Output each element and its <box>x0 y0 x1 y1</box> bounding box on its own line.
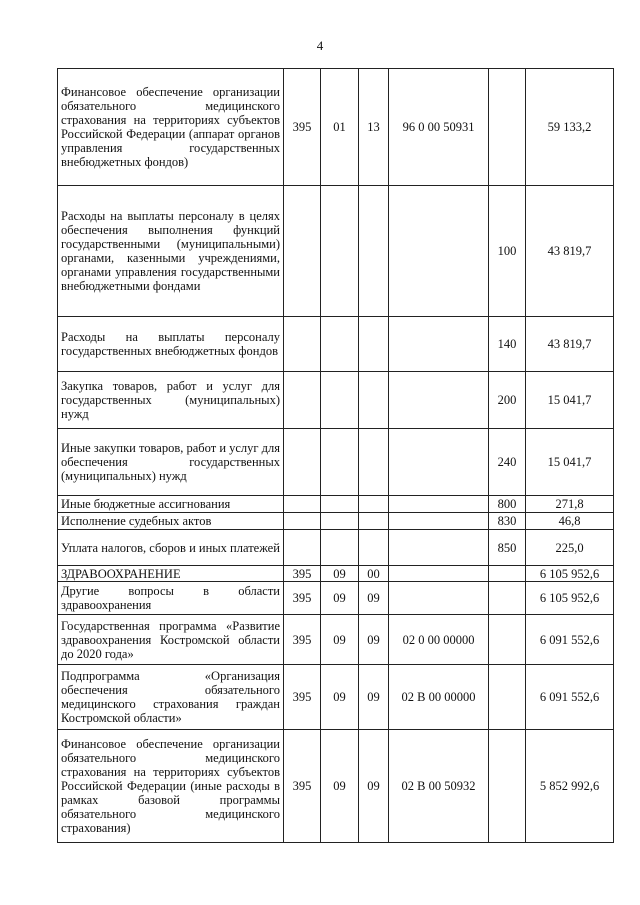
table-row <box>58 582 614 615</box>
row-csr: 02 0 00 00000 <box>389 615 489 665</box>
row-csr: 96 0 00 50931 <box>389 69 489 186</box>
page-number: 4 <box>316 38 324 53</box>
table-row <box>58 513 614 530</box>
row-csr: 02 В 00 50932 <box>389 730 489 843</box>
row-gr <box>284 317 321 372</box>
row-vr: 100 <box>489 186 526 317</box>
row-rz: 09 <box>321 730 359 843</box>
row-sum: 6 105 952,6 <box>526 566 614 582</box>
row-rz <box>321 496 359 513</box>
row-vr <box>489 69 526 186</box>
row-vr <box>489 730 526 843</box>
row-csr <box>389 530 489 566</box>
row-sum: 225,0 <box>526 530 614 566</box>
row-pr <box>359 429 389 496</box>
row-vr <box>489 582 526 615</box>
row-vr <box>489 665 526 730</box>
row-rz: 09 <box>321 665 359 730</box>
table-body <box>58 69 614 843</box>
row-pr: 09 <box>359 582 389 615</box>
row-sum: 43 819,7 <box>526 317 614 372</box>
row-pr: 13 <box>359 69 389 186</box>
row-rz <box>321 372 359 429</box>
row-gr <box>284 372 321 429</box>
row-name: Уплата налогов, сборов и иных платежей <box>58 530 284 566</box>
row-gr <box>284 513 321 530</box>
row-pr <box>359 186 389 317</box>
row-name: Другие вопросы в области здравоохранения <box>58 582 284 615</box>
row-csr <box>389 429 489 496</box>
row-vr: 200 <box>489 372 526 429</box>
row-gr: 395 <box>284 582 321 615</box>
table-row <box>58 530 614 566</box>
row-name: ЗДРАВООХРАНЕНИЕ <box>58 566 284 582</box>
row-vr: 800 <box>489 496 526 513</box>
row-rz: 09 <box>321 582 359 615</box>
row-rz <box>321 429 359 496</box>
row-csr <box>389 372 489 429</box>
row-csr: 02 В 00 00000 <box>389 665 489 730</box>
row-sum: 59 133,2 <box>526 69 614 186</box>
row-pr: 00 <box>359 566 389 582</box>
row-gr <box>284 429 321 496</box>
row-vr: 850 <box>489 530 526 566</box>
row-vr: 830 <box>489 513 526 530</box>
row-name: Расходы на выплаты персоналу в целях обеспечения выполнения функций государственными (муниципальными) органами, казенными учреждениями, органами управления государственными внебюджетными фондами <box>58 186 284 317</box>
row-sum: 6 105 952,6 <box>526 582 614 615</box>
table-row <box>58 429 614 496</box>
row-name: Иные закупки товаров, работ и услуг для обеспечения государственных (муниципальных) нужд <box>58 429 284 496</box>
row-gr: 395 <box>284 566 321 582</box>
row-pr: 09 <box>359 730 389 843</box>
row-vr <box>489 615 526 665</box>
row-vr: 140 <box>489 317 526 372</box>
row-name: Подпрограмма «Организация обеспечения обязательного медицинского страхования граждан Костромской области» <box>58 665 284 730</box>
table-row <box>58 665 614 730</box>
row-name: Финансовое обеспечение организации обязательного медицинского страхования на территориях субъектов Российской Федерации (иные расходы в рамках базовой программы обязательного медицинского страхования) <box>58 730 284 843</box>
row-rz: 09 <box>321 615 359 665</box>
row-name: Государственная программа «Развитие здравоохранения Костромской области до 2020 года» <box>58 615 284 665</box>
row-sum: 15 041,7 <box>526 429 614 496</box>
row-sum: 15 041,7 <box>526 372 614 429</box>
row-csr <box>389 186 489 317</box>
row-name: Расходы на выплаты персоналу государственных внебюджетных фондов <box>58 317 284 372</box>
row-pr: 09 <box>359 665 389 730</box>
row-gr: 395 <box>284 665 321 730</box>
row-sum: 46,8 <box>526 513 614 530</box>
row-gr: 395 <box>284 69 321 186</box>
table-row <box>58 317 614 372</box>
row-pr <box>359 530 389 566</box>
row-csr <box>389 566 489 582</box>
row-name: Закупка товаров, работ и услуг для государственных (муниципальных) нужд <box>58 372 284 429</box>
row-sum: 271,8 <box>526 496 614 513</box>
table-row <box>58 372 614 429</box>
row-rz: 09 <box>321 566 359 582</box>
row-gr <box>284 186 321 317</box>
row-gr: 395 <box>284 615 321 665</box>
row-csr <box>389 496 489 513</box>
table-row <box>58 615 614 665</box>
row-gr: 395 <box>284 730 321 843</box>
table-row <box>58 186 614 317</box>
row-csr <box>389 317 489 372</box>
row-rz <box>321 186 359 317</box>
row-rz <box>321 317 359 372</box>
budget-table <box>57 68 614 843</box>
table-row <box>58 496 614 513</box>
row-sum: 6 091 552,6 <box>526 615 614 665</box>
row-csr <box>389 513 489 530</box>
table-row <box>58 69 614 186</box>
row-name: Иные бюджетные ассигнования <box>58 496 284 513</box>
table-row <box>58 730 614 843</box>
row-pr <box>359 317 389 372</box>
row-vr: 240 <box>489 429 526 496</box>
row-pr: 09 <box>359 615 389 665</box>
row-rz <box>321 513 359 530</box>
row-sum: 43 819,7 <box>526 186 614 317</box>
row-sum: 6 091 552,6 <box>526 665 614 730</box>
row-rz: 01 <box>321 69 359 186</box>
row-vr <box>489 566 526 582</box>
row-sum: 5 852 992,6 <box>526 730 614 843</box>
row-gr <box>284 530 321 566</box>
row-pr <box>359 513 389 530</box>
row-name: Финансовое обеспечение организации обязательного медицинского страхования на территориях субъектов Российской Федерации (аппарат органов управления государственных внебюджетных фондов) <box>58 69 284 186</box>
row-name: Исполнение судебных актов <box>58 513 284 530</box>
table-row <box>58 566 614 582</box>
row-pr <box>359 372 389 429</box>
row-rz <box>321 530 359 566</box>
row-gr <box>284 496 321 513</box>
row-pr <box>359 496 389 513</box>
row-csr <box>389 582 489 615</box>
